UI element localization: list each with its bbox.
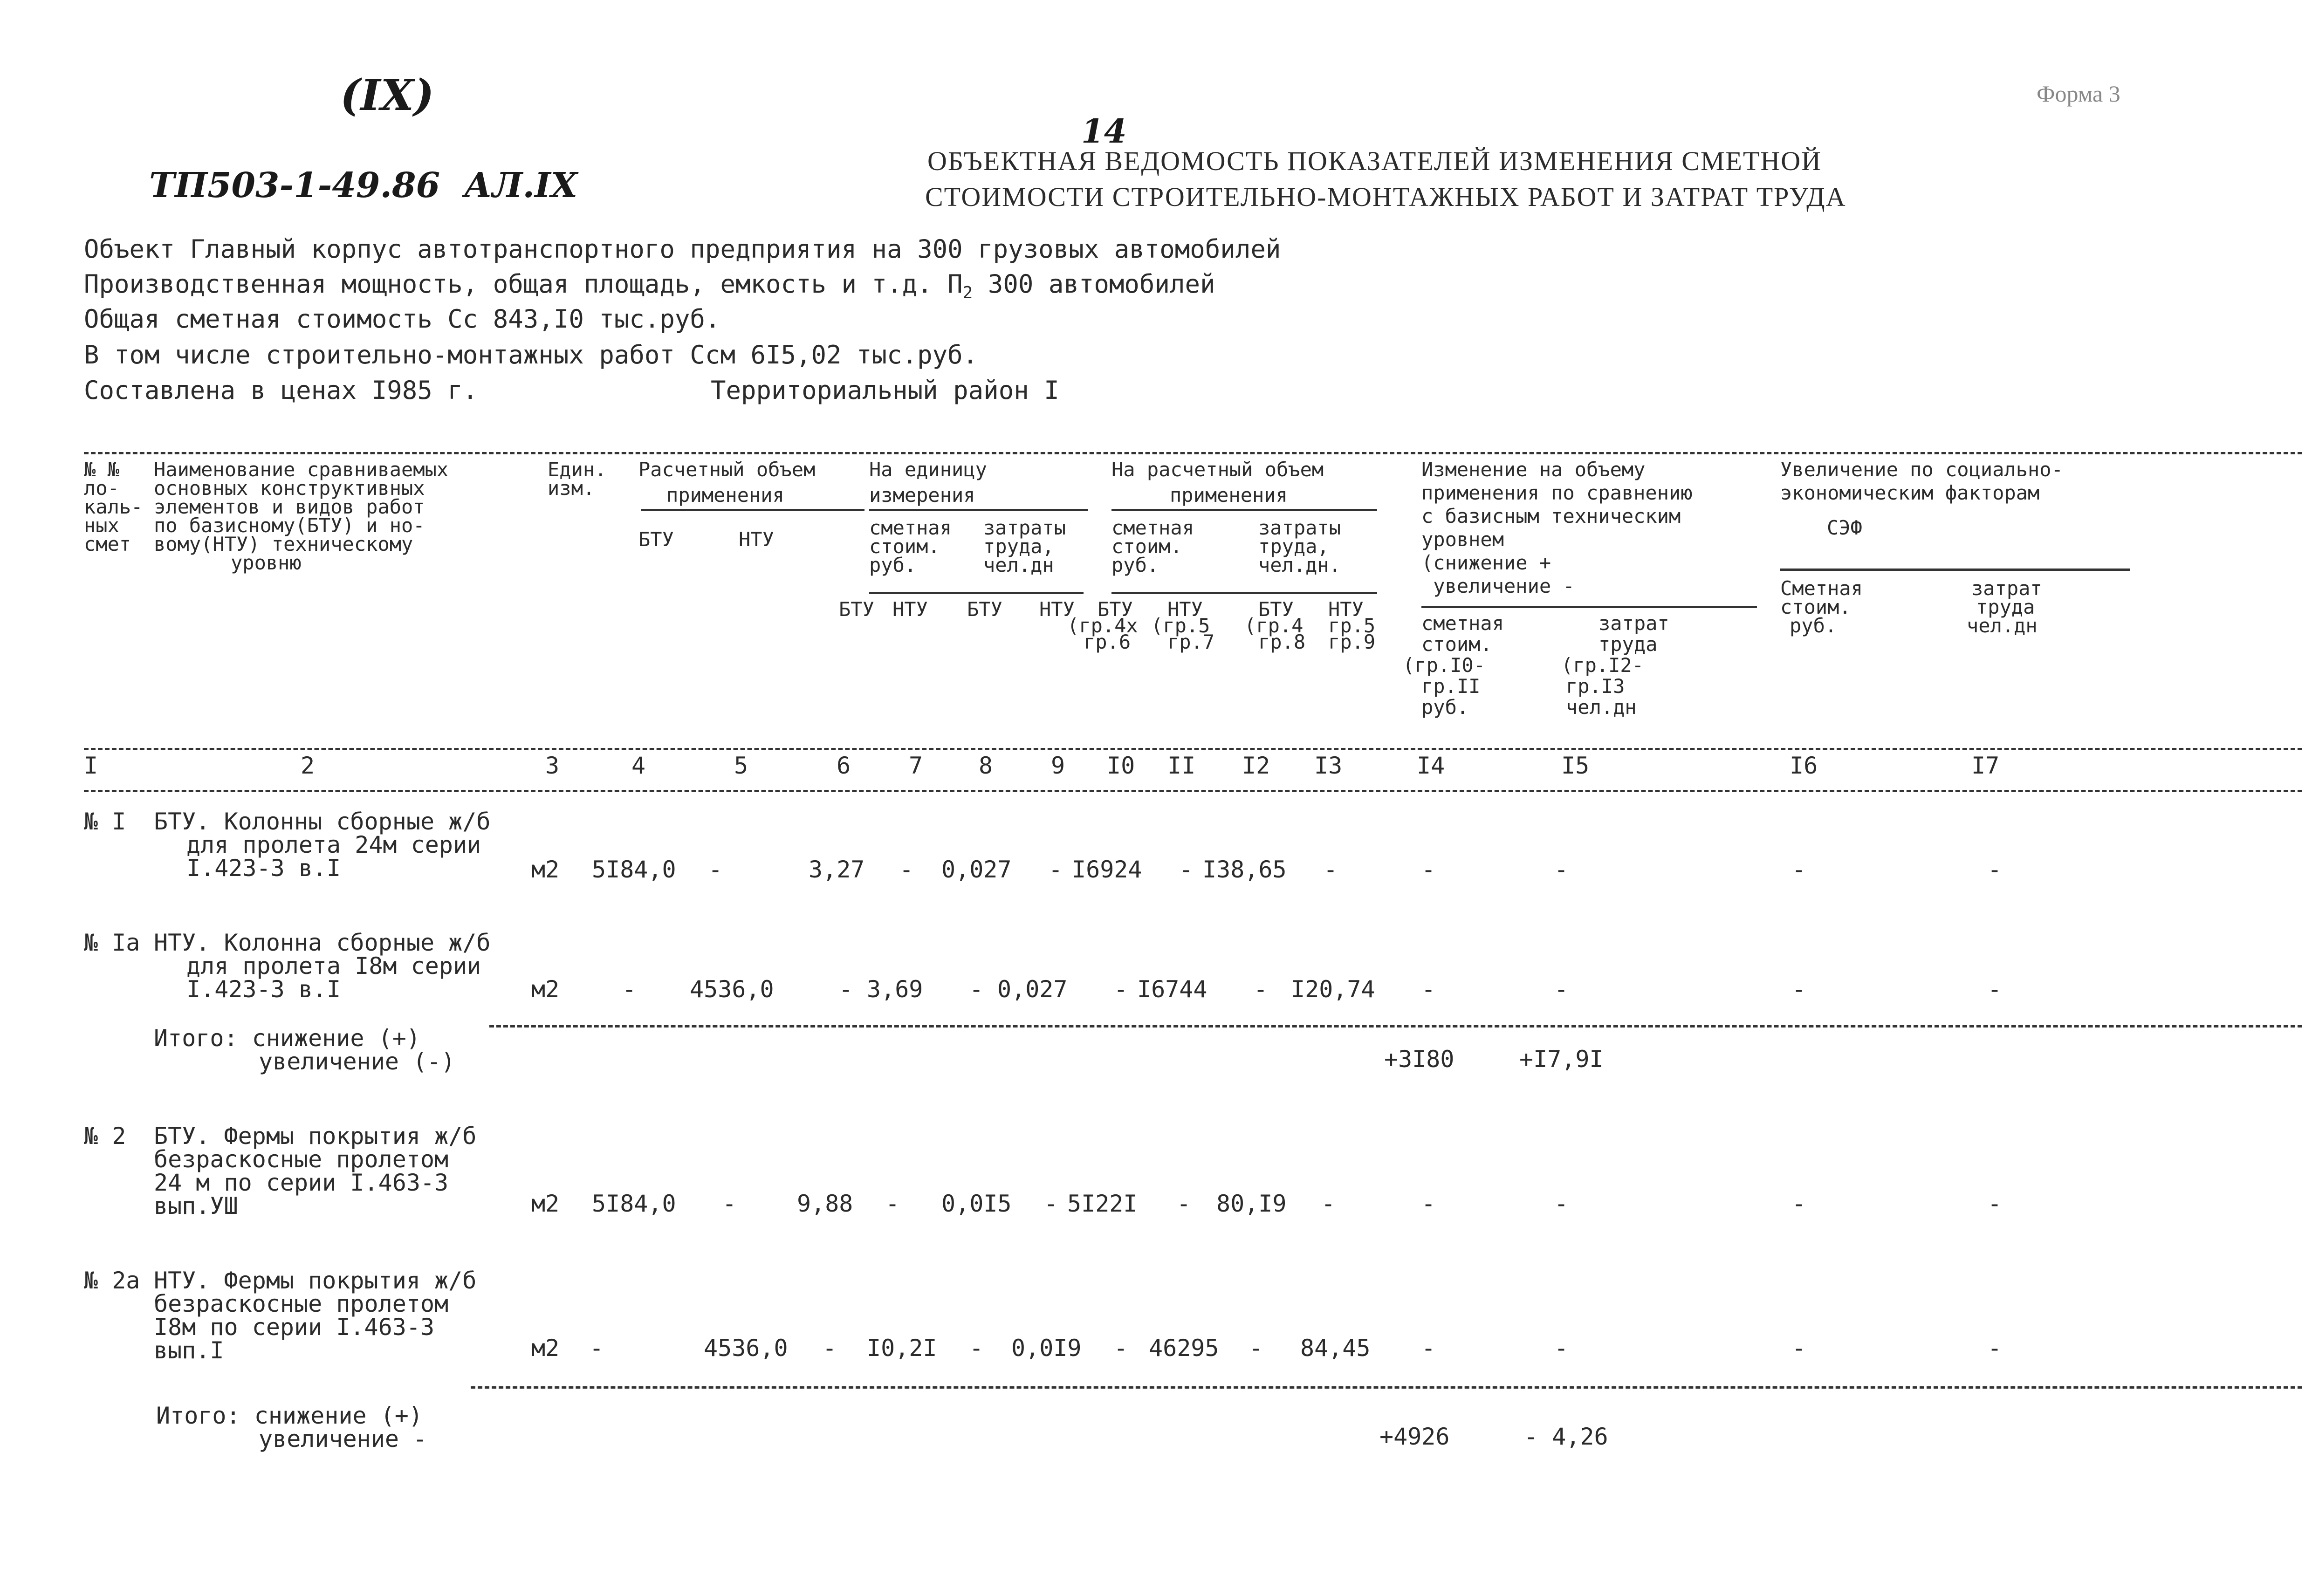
title-line-2: СТОИМОСТИ СТРОИТЕЛЬНО-МОНТАЖНЫХ РАБОТ И ЗАТРАТ ТРУДА — [925, 182, 1846, 212]
header-underline-unit-sub — [869, 592, 1084, 594]
header-underline-social — [1780, 569, 2130, 571]
header-underline-unit — [869, 509, 1088, 511]
page-number-handwritten: 14 — [1081, 112, 1127, 151]
header-underline-calc — [641, 509, 864, 511]
table-top-border — [84, 452, 2302, 454]
total-1-separator — [489, 1025, 2302, 1027]
info-total-cost: Общая сметная стоимость Сс 843,I0 тыс.руб. — [84, 304, 720, 334]
header-underline-volume-sub — [1111, 592, 1377, 594]
header-ntu: НТУ — [739, 528, 774, 551]
total-2-separator — [471, 1386, 2302, 1389]
info-smr-cost: В том числе строительно-монтажных работ Ссм 6I5,02 тыс.руб. — [84, 340, 978, 370]
header-underline-volume — [1111, 509, 1377, 511]
sheet-number-handwritten: (IX) — [340, 70, 434, 120]
header-bottom-border — [84, 748, 2302, 750]
info-object: Объект Главный корпус автотранспортного предприятия на 300 грузовых автомобилей — [84, 234, 1281, 264]
form-label: Форма 3 — [2037, 81, 2120, 107]
title-line-1: ОБЪЕКТНАЯ ВЕДОМОСТЬ ПОКАЗАТЕЛЕЙ ИЗМЕНЕНИЯ СМЕТНОЙ — [927, 146, 1822, 176]
info-prices: Составлена в ценах I985 г. — [84, 376, 478, 405]
header-underline-change — [1421, 606, 1757, 608]
column-numbers-border — [84, 790, 2302, 792]
info-region: Территориальный район I — [711, 376, 1059, 405]
header-btu: БТУ — [638, 528, 674, 551]
info-capacity: Производственная мощность, общая площадь, емкость и т.д. $П_2$ 300 автомобилей — [84, 269, 1215, 302]
document-code-handwritten: ТП503-1-49.86 АЛ.IX — [149, 165, 578, 205]
